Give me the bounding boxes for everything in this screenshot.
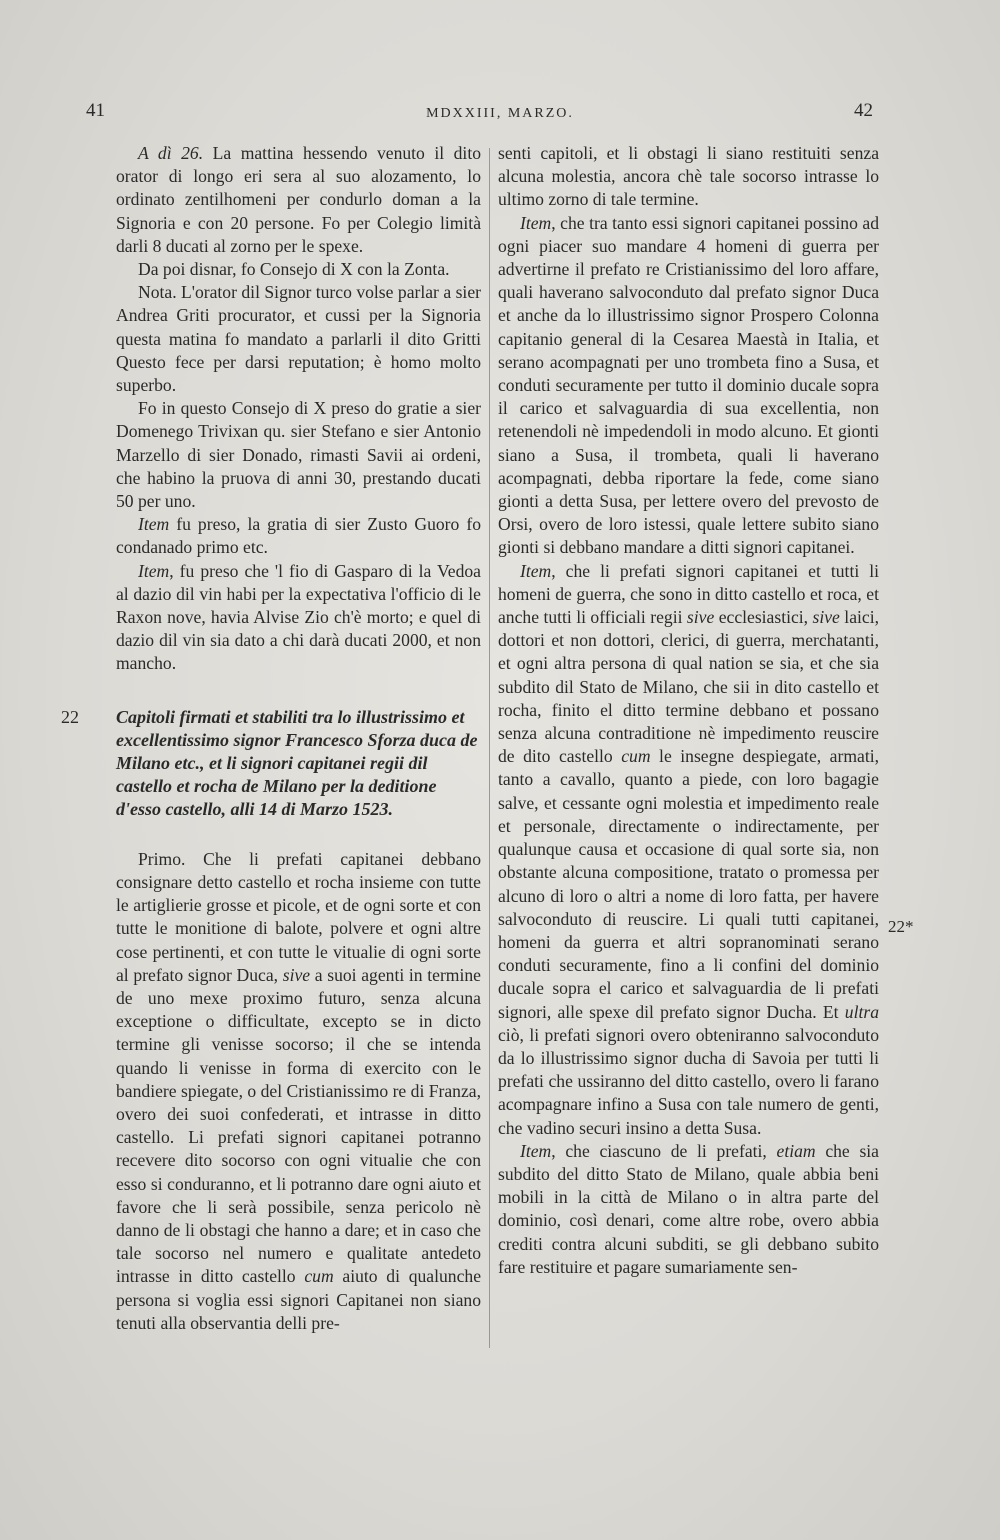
entry-paragraph: Item, che tra tanto essi signori capitanei possino ad ogni piacer suo mandare 4 homeni di guerra per advertirne il prefato re Cristianissimo del loro affare, quali haverano salvoconduto dal prefato signor Duca et anche da lo illustrissimo signor Prospero Colonna capitanio general di la Cesarea Maestà in Italia, et serano acompagnati per uno trombeta fino a Susa, et conduti securamente per tutto il dominio ducale sopra il carico et salvaguardia di sua excellentia, non retenendoli nè impedendoli in modo alcuno. Et gionti siano a Susa, il trombeta, quali li haverano acompagnati, debba riportare la fede, come siano gionti a detta Susa, per lettere overo del prevosto de Orsi, overo de loro istessi, quale lettere subito siano gionti si debbano mandare a ditti signori capitanei. xyxy=(498,212,879,558)
entry-paragraph: Da poi disnar, fo Consejo di X con la Zonta. xyxy=(138,259,450,280)
entry-paragraph: Item, che li prefati signori capitanei et tutti li homeni de guerra, che sono in ditto castello et roca, et anche tutti li officiali regii sive ecclesiastici, sive laici, dottori et non dottori, clerici, di guerra, merchatanti, et ogni altra persona di qual nation se sia, et che sia subdito dil Stato de Milano, che sii in dito castello et rocha, finito el ditto termine debbano et possano senza alcuna contraditione nè impedimento reuscire de dito castello cum le insegne despiegate, armati, tanto a cavallo, quanto a piede, con loro bagagie salve, et cessante ogni molestia et impedimento reale et personale, directamente o indirectamente, per qualunque causa et occasione di qual sorte sia, non obstante alcuna compositione, tratato o promessa per alcuno di loro o altri a nome di loro fatta, per havere salvoconduto di reuscire. Li quali tutti capitanei, homeni da guerra et altri sopranominati serano conduti securamente, fino a li confini del dominio ducale sopra el carico et salvaguardia de li prefati signori, alle spexe dil prefato signor Ducha. Et ultra ciò, li prefati signori overo obteniranno salvoconduto da lo illustrissimo signor ducha di Savoia per tutti li prefati che ussiranno del ditto castello, overo li farano acompagnare infino a Susa con tale numero de genti, che vadino securi insino a detta Susa. xyxy=(498,560,879,1138)
entry-paragraph: Item, che ciascuno de li prefati, etiam che sia subdito del ditto Stato de Milano, quale abbia beni mobili in la città de Milano o in altra parte del dominio, così denari, come altre robe, overo abbia crediti contra alcuni subditi, se gli debbano subito fare restituire et pagare sumariamente sen- xyxy=(498,1140,879,1277)
section-heading: 22 Capitoli firmati et stabiliti tra lo illustrissimo et excellentissimo signor Francesco Sforza duca de Milano etc., et li signori capitanei regii dil castello et rocha de Milano per la deditione d'esso castello, alli 14 di Marzo 1523. xyxy=(61,706,478,820)
running-title: MDXXIII, MARZO. xyxy=(426,106,574,121)
page-number-left: 41 xyxy=(86,100,105,121)
entry-paragraph: senti capitoli, et li obstagi li siano restituiti senza alcuna molestia, ancora chè tale socorso intrasse lo ultimo zorno di tale termine. xyxy=(498,143,879,210)
entry-paragraph: Primo. Che li prefati capitanei debbano consignare detto castello et rocha insieme con tutte le artiglierie grosse et picole, et de ogni sorte et con tutte le monitione di balote, polvere et ogni altre cose pertinenti, et con tutte le vitualie di ogni sorte al prefato signor Duca, sive a suoi agenti in termine de uno mexe proximo futuro, senza alcuna exceptione o difficultate, excepto se in dicto termine gli venisse socorso; il che se intenda quando li venisse in forma di exercito con le bandiere spiegate, o del Cristianissimo re di Franza, overo dei suoi confederati, et intrasse in ditto castello. Li prefati signori capitanei potranno recevere dito socorso con ogni vitualie che con esso si conduranno, et li potranno dare ogni aiuto et favore che li serà possibile, senza pericolo nè danno de li obstagi che hanno a dare; et in caso che tale socorso nel numero e qualitate antedeto intrasse in ditto castello cum aiuto di qualunche persona si voglia essi signori Capitanei non siano tenuti alla observantia delli pre- xyxy=(116,848,482,1333)
right-column xyxy=(498,142,879,1279)
entry-paragraph: A dì 26. La mattina hessendo venuto il dito orator di longo eri sera al suo alozamento, lo ordinato zentilhomeni per condurlo doman a la Signoria e con 20 persone. Fo per Colegio limità darli 8 ducati al zorno per le spexe. xyxy=(116,143,481,256)
entry-paragraph: Fo in questo Consejo di X preso do gratie a sier Domenego Trivixan qu. sier Stefano e sier Antonio Marzello di sier Donado, rimasti Savii ai ordeni, che habino la pruova di anni 30, prestando ducati 50 per uno. xyxy=(116,398,481,512)
entry-paragraph: Item, fu preso che 'l fio di Gasparo di la Vedoa al dazio dil vin habi per la expectativa l'officio di le Raxon nove, havia Alvise Zio ch'è morto; e quel di dazio dil vin sia dato a chi darà ducati 2000, et non mancho. xyxy=(116,560,481,674)
date-label: A dì 26. xyxy=(138,143,204,163)
margin-number-right: 22* xyxy=(888,917,914,936)
entry-paragraph: Nota. L'orator dil Signor turco volse parlar a sier Andrea Griti procurator, et cussi per la Signoria questa matina fo mandato a parlarli il dito Gritti Questo fece per darsi reputation; è homo molto superbo. xyxy=(116,282,481,396)
left-column xyxy=(61,142,482,1335)
page-number-right: 42 xyxy=(854,100,873,121)
margin-number: 22 xyxy=(61,706,79,727)
column-divider xyxy=(489,148,490,1348)
entry-paragraph: Item fu preso, la gratia di sier Zusto Guoro fo condanado primo etc. xyxy=(116,514,481,558)
